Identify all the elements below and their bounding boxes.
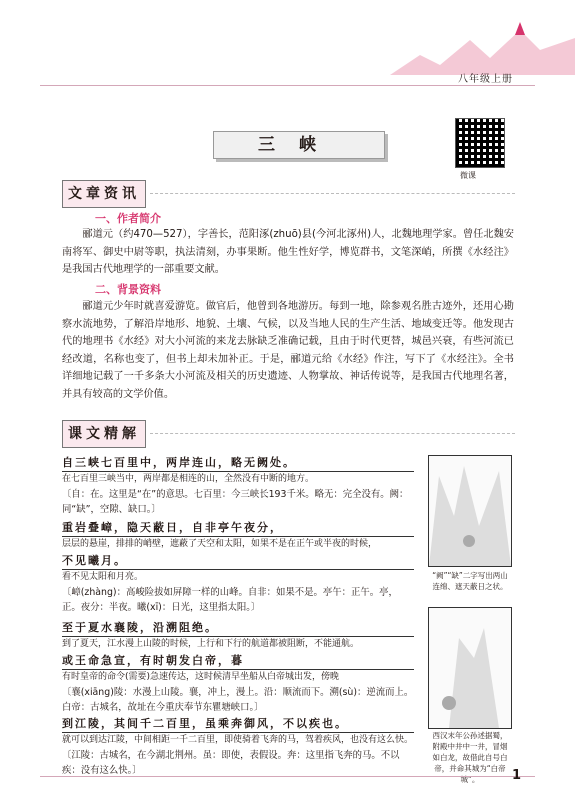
background-heading: 二、背景资料 xyxy=(95,283,161,296)
translation-line: 到了夏天，江水漫上山陵的时候，上行和下行的航道都被阻断，不能通航。 xyxy=(62,639,360,649)
section-divider xyxy=(150,433,515,434)
annotation: 〔嶂(zhàng)：高峻险拔如屏障一样的山峰。自非：如果不是。亭午：正午。亭，正。夜分：半夜。曦(xī)：日光，这里指太阳。〕 xyxy=(62,587,398,613)
author-heading: 一、作者简介 xyxy=(95,212,161,225)
side-caption-1: “阙”“缺”二字写出两山连绵、遮天蔽日之状。 xyxy=(432,571,508,591)
lesson-title: 三峡 xyxy=(213,131,385,159)
source-line: 或王命急宣，有时朝发白帝，暮 xyxy=(62,653,414,670)
author-text: 郦道元（约470—527），字善长，范阳涿(zhuō)县(今河北涿州)人，北魏地理学家。曾任北魏安南将军、御史中尉等职，执法清刻，办事果断。他生性好学，博览群书，文笔深峭，所撰《水经注》是我国古代地理学的一部重要文献。 xyxy=(62,229,514,275)
translation-line: 层层的悬崖，排排的峭壁，遮蔽了天空和太阳，如果不是在正午或半夜的时候， xyxy=(62,539,378,549)
section-tag-info: 文章资讯 xyxy=(62,180,146,208)
baidi-illustration xyxy=(428,607,512,729)
section-tag-explanation: 课文精解 xyxy=(62,420,146,448)
source-line: 不见曦月。 xyxy=(62,553,414,570)
translation-line: 就可以到达江陵，中间相距一千二百里，即使骑着飞奔的马，驾着疾风，也没有这么快。 xyxy=(62,735,414,745)
source-line: 重岩叠嶂，隐天蔽日，自非亭午夜分， xyxy=(62,520,414,537)
annotation: 〔江陵：古城名，在今湖北荆州。虽：即使，表假设。奔：这里指飞奔的马。不以疾：没有这么快。〕 xyxy=(62,750,400,776)
section-divider xyxy=(150,193,515,194)
annotation: 〔襄(xiāng)陵：水漫上山陵。襄，冲上，漫上。沿：顺流而下。溯(sù)：逆流而上。白帝：古城名，故址在今重庆奉节东瞿塘峡口。〕 xyxy=(62,687,414,713)
translation-line: 看不见太阳和月亮。 xyxy=(62,572,144,582)
page-number: 1 xyxy=(512,768,522,783)
mountain-illustration xyxy=(390,20,575,75)
side-caption-2: 西汉末年公孙述据蜀，附殿中井中一井，冒烟如白龙，故借此自号白帝，并命其城为“白帝城”。 xyxy=(432,731,508,784)
translation-line: 在七百里三峡当中，两岸都是相连的山，全然没有中断的地方。 xyxy=(62,474,315,484)
header-rule xyxy=(40,85,535,86)
source-line: 至于夏水襄陵，沿溯阻绝。 xyxy=(62,620,414,637)
grade-label: 八年级上册 xyxy=(458,74,513,85)
footer-rule xyxy=(40,776,535,777)
annotation: 〔自：在。这里是“在”的意思。七百里：今三峡长193千米。略无：完全没有。阙：同“缺”，空隙、缺口。〕 xyxy=(62,489,409,515)
gorge-illustration xyxy=(428,455,512,567)
translation-line: 有时皇帝的命令(需要)急速传达，这时候清早坐船从白帝城出发，傍晚 xyxy=(62,672,340,682)
source-line: 自三峡七百里中，两岸连山，略无阙处。 xyxy=(62,455,414,472)
background-text: 郦道元少年时就喜爱游览。做官后，他曾到各地游历。每到一地，除参观名胜古迹外，还用心勘察水流地势，了解沿岸地形、地貌、土壤、气候，以及当地人民的生产生活、地域变迁等。他发现古代的地理书《水经》对大小河流的来龙去脉缺乏准确记载，且由于时代更替，城邑兴衰，有些河流已经改道，名称也变了，但书上却未加补正。于是，郦道元给《水经》作注，写下了《水经注》。全书详细地记载了一千多条大小河流及相关的历史遗迹、人物掌故、神话传说等，是我国古代地理名著，并具有较高的文学价值。 xyxy=(62,301,514,400)
source-line: 到江陵，其间千二百里，虽乘奔御风，不以疾也。 xyxy=(62,716,414,733)
qr-code-icon[interactable] xyxy=(455,118,505,168)
qr-label: 微课 xyxy=(460,171,476,180)
